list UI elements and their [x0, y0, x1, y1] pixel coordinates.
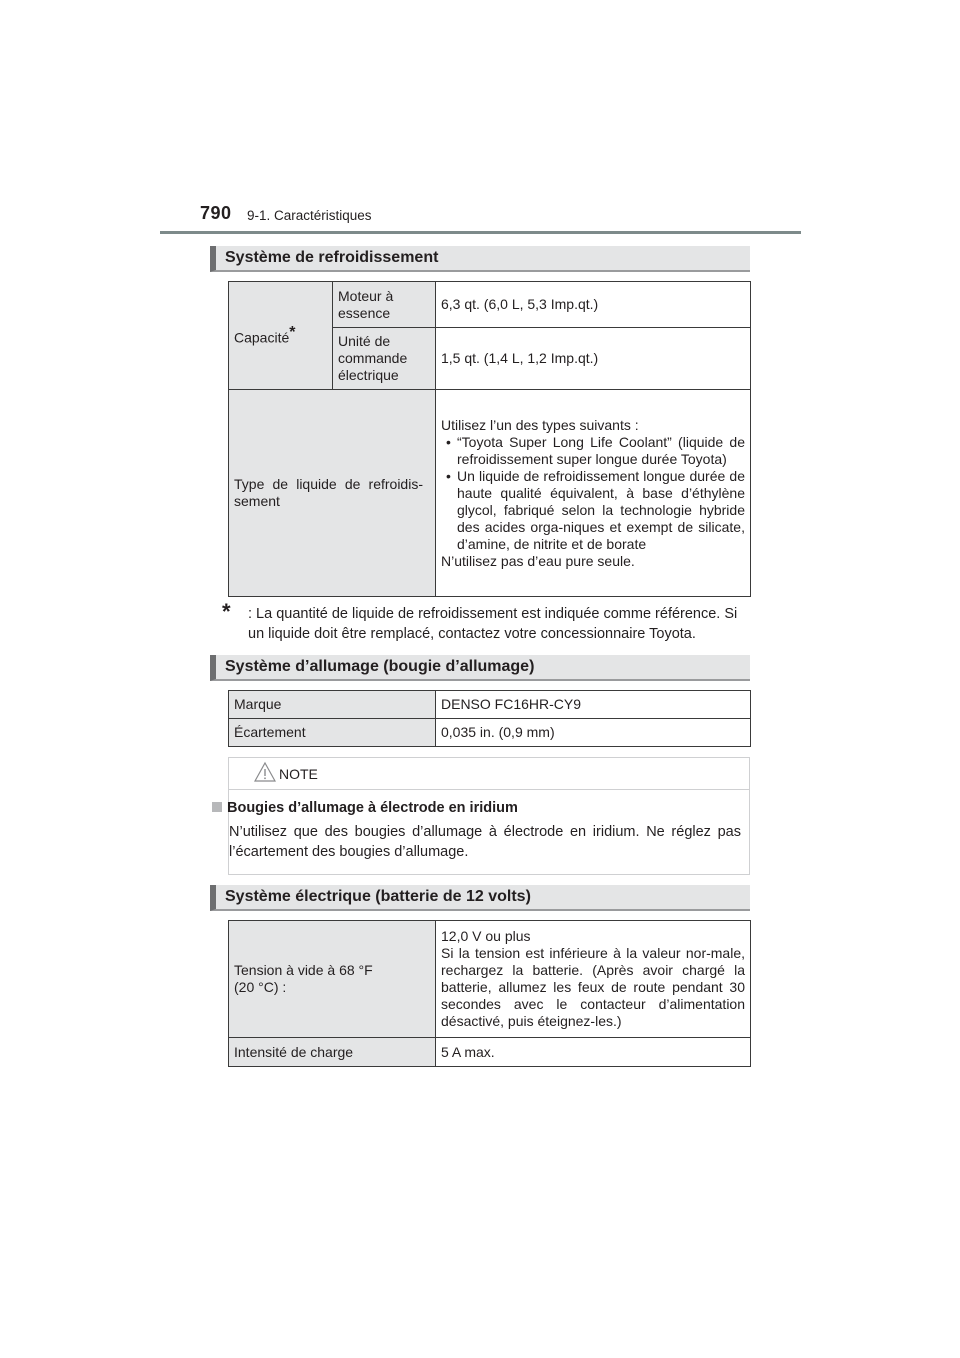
section-running-head: 9-1. Caractéristiques: [247, 208, 372, 223]
electric-unit-capacity-value: 1,5 qt. (1,4 L, 1,2 Imp.qt.): [436, 328, 751, 390]
brand-value: DENSO FC16HR-CY9: [436, 691, 751, 719]
gap-label: Écartement: [229, 719, 436, 747]
electrical-spec-table: [228, 920, 751, 1067]
brand-label: Marque: [229, 691, 436, 719]
note-header: [229, 758, 749, 790]
capacity-label-cell: [229, 282, 333, 390]
footnote-mark: *: [222, 599, 231, 624]
engine-capacity-value: 6,3 qt. (6,0 L, 5,3 Imp.qt.): [436, 282, 751, 328]
square-bullet-icon: [212, 802, 222, 812]
cooling-spec-table: [228, 281, 751, 597]
electric-unit-label: Unité de commande électrique: [333, 328, 436, 390]
note-body: N’utilisez que des bougies d’allumage à électrode en iridium. Ne réglez pas l’écartement des bougies d’allumage.: [229, 824, 741, 860]
ignition-spec-table: [228, 690, 751, 747]
coolant-type-label: Type de liquide de refroidis-sement: [229, 390, 436, 597]
capacity-label: Capacité: [234, 329, 290, 346]
voltage-value: 12,0 V ou plus: [441, 928, 531, 944]
ignition-section-title: Système d’allumage (bougie d’allumage): [210, 655, 750, 681]
note-heading: [212, 800, 518, 816]
warning-triangle-icon: [254, 761, 276, 783]
capacity-footnote-mark: *: [289, 324, 296, 342]
coolant-warning: N’utilisez pas d’eau pure seule.: [441, 552, 635, 569]
coolant-option-equivalent: • Un liquide de refroidissement longue durée de haute qualité équivalent, à base d’éthylène glycol, fabriqué selon la technologie hybride des acides orga-niques et exempt de silicate, d’amine, de nitrite et de borate: [441, 468, 745, 553]
note-label: NOTE: [279, 766, 318, 782]
coolant-type-value: [436, 390, 751, 597]
voltage-label: [229, 921, 436, 1038]
gap-value: 0,035 in. (0,9 mm): [436, 719, 751, 747]
engine-label: Moteur à essence: [333, 282, 436, 328]
page-number: 790: [200, 203, 232, 223]
coolant-option-toyota: • “Toyota Super Long Life Coolant” (liquide de refroidissement super longue durée Toyota): [441, 434, 745, 468]
electrical-section-title: Système électrique (batterie de 12 volts): [210, 885, 750, 911]
charge-value: 5 A max.: [436, 1038, 751, 1067]
coolant-intro: Utilisez l’un des types suivants :: [441, 416, 639, 433]
charge-label: Intensité de charge: [229, 1038, 436, 1067]
footnote-text: : La quantité de liquide de refroidissement est indiquée comme référence. Si un liquide doit être remplacé, contactez votre concessionnaire Toyota.: [248, 606, 738, 642]
voltage-label-line-2: (20 °C) :: [234, 979, 287, 995]
voltage-value-cell: [436, 921, 751, 1038]
note-heading-text: Bougies d’allumage à électrode en iridium: [227, 800, 518, 816]
cooling-section-title: Système de refroidissement: [210, 246, 750, 272]
voltage-label-line-1: Tension à vide à 68 °F: [234, 962, 373, 978]
voltage-note: Si la tension est inférieure à la valeur nor-male, rechargez la batterie. (Après avoir chargé la batterie, allumez les feux de route pendant 30 secondes avec le contacteur d’alimentation désactivé, puis éteignez-les.): [441, 945, 745, 1029]
header-rule: [160, 231, 801, 234]
